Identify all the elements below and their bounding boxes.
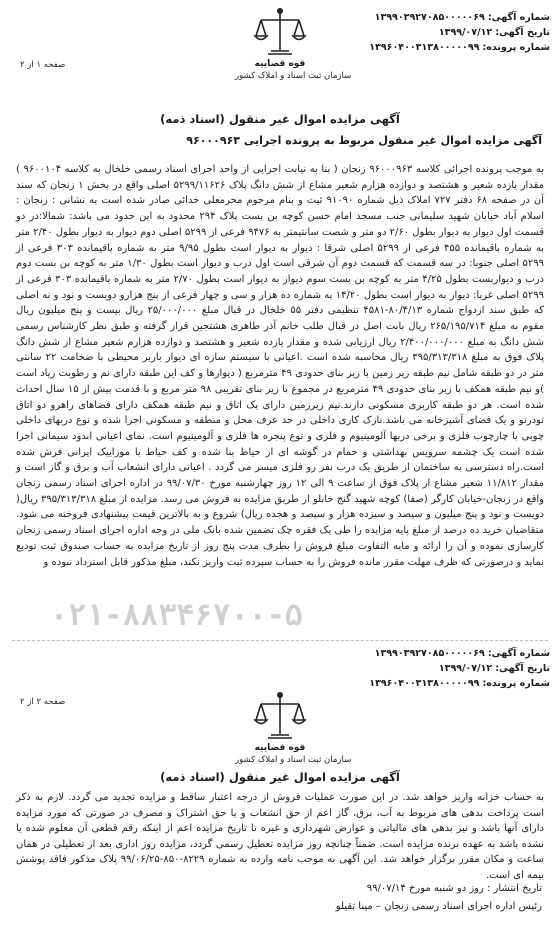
ad-number: ۱۳۹۹۰۳۹۲۷۰۸۵۰۰۰۰۰۶۹: [374, 648, 485, 659]
judiciary-name: قوه قضاییه: [254, 743, 306, 753]
ad-subtitle: آگهی مزایده اموال غیر منقول مربوط به پرونده اجرایی ۹۶۰۰۰۹۶۳: [186, 134, 542, 147]
page-separator: [12, 640, 548, 641]
ad-number-label: شماره آگهی:: [487, 12, 550, 23]
scales-of-justice-icon: [251, 6, 309, 58]
ad-title: آگهی مزایده اموال غیر منقول (اسناد ذمه): [160, 112, 400, 126]
file-number-label: شماره پرونده:: [482, 42, 550, 53]
ad-number: ۱۳۹۹۰۳۹۲۷۰۸۵۰۰۰۰۰۶۹: [374, 12, 485, 23]
publish-date: تاریخ انتشار : روز دو شنبه مورخ ۹۹/۰۷/۱۴: [366, 883, 542, 894]
ad-date-label: تاریخ آگهی:: [495, 27, 550, 38]
file-number-label: شماره پرونده:: [482, 678, 550, 689]
organization-name: سازمان ثبت اسناد و املاک کشور: [235, 755, 352, 765]
ad-body-text: به موجب پرونده اجرائی کلاسه ۹۶۰۰۰۹۶۳ زنجان ( بنا به نیابت اجرایی از واحد اجرای اسناد رسمی خلخال به کلاسه ۹۶۰۰۱۰۴ ) مقدار یازده شعیر و هشتصد و دوازده هزارم شعیر مشاع از شش دانگ پلاک ۵۲۹۹/۱۱۶۲۶ اصلی واقع در بخش ۱ زنجان که سند آن در صفحه ۶۸ دفتر ۷۲۷ املاک ذیل شماره ۹۱۰۹۰ ثبت و بنام مرحوم محرمعلی خدائی صادر شده است به نشانی : زنجان : اسلام آباد خیابان شهید سلیمانی جنب مسجد امام حسن کوچه بن بست پلاک ۲۹۴ محدود به این حدود می باشد: شمالا:در دو قسمت اول دیوار به دیوار بطول ۲/۶۰ دو متر و شصت سانتیمتر به ۹۴۷۶ فرعی از ۵۲۹۹ اصلی دوم دیوار به دیوار بطول ۲/۴۰ متر به شماره باقیمانده ۴۵۵ فرعی از ۵۲۹۹ اصلی شرقا : دیوار به دیوار است بطول ۹/۹۵ متر به شماره باقیمانده ۳۰۳ فرعی از ۵۲۹۹ اصلی جنوبا: در سه قسمت که قسمت دوم آن شرقی است اول درب و دیوار است بطول ۱/۳۰ متر به کوچه بن بست دوم درب و دیواربست بطول ۴/۲۵ متر به کوچه بن بست سوم دیوار به دیوار است بطول ۲/۷۰ متر به شماره باقیمانده ۳۰۳ فرعی از ۵۲۹۹ اصلی غربا: دیوار به دیوار است بطول ۱۴/۲۰ به شماره ده هزار و سی و چهار فرعی از پنج هزارو دویست و نود و نه اصلی که طبق سند ازدواج شماره ۸۰/۴/۱۳-۴۵۸۱ تنظیمی دفتر ۵۵ خلخال در قبال مبلغ ۲۵/۰۰۰/۰۰۰ ریال بیست و پنج میلیون ریال مقوم به مبلغ ۲۶۵/۱۹۵/۷۱۴ ریال بابت اصل در قبال طلب خانم آذر طاهری هشتجین قرار گرفته و طبق نظر کارشناس رسمی شش دانگ به مبلغ ۲/۴۰۰/۰۰۰/۰۰۰ ریال ارزیابی شده و مقدار یازده شعیر و هشتصد و دوازده هزارم شعیر مشاع از شش دانگ پلاک فوق به مبلغ ۳۹۵/۳۱۳/۳۱۸ ریال محاسبه شده است .اعیانی با سیستم سازه ای دیوار باربر محیطی با ضخامت ۲۲ سانتی متر در دو طبقه شامل نیم طبقه زیر زمین با زیر بنای حدودی ۴۹ مترمربع ( دیوارها و کف این طبقه دارای نم و رطوبت زیاد است )و نیم طبقه همکف با زیر بنای حدودی ۴۹ مترمربع در مجموع با زیر بنای تقریبی ۹۸ متر مربع و با قدمت بیش از ۱۵ سال احداث شده است. هر دو طبقه کاربری مسکونی دارند.نیم زیرزمین دارای یک اتاق و نیم طبقه همکف دارای فضاهای راهرو دو اتاق تودرتو و یک فضای آشپزخانه می باشد.نازک کاری داخلی در حد عرف محل و منطقه و مسکونی اجرا شده و نوع دربهای داخلی چوبی با چارچوب فلزی و برخی دربها آلومینیوم و فلزی و نوع پنجره ها فلزی و آلومینیوم است. نمای اعیانی اندود سیمانی اجرا شده است یک چشمه سرویس بهداشتی و حمام در گوشه ای از حیاط بنا شده و کف حیاط با موزاییک ایرانی فرش شده است.راه دسترسی به ساختمان از طریق یک درب نفر رو فلزی میسر می گردد . اعیانی دارای انشعاب آب و برق و گاز است و مقدار ۱۱/۸۱۲ شعیر مشاع از پلاک فوق از ساعت ۹ الی ۱۲ روز چهارشنبه مورخ ۹۹/۰۷/۳۰ در اداره اجرای اسناد رسمی زنجان واقع در زنجان-خیابان کارگر (صفا) کوچه شهید گنج خانلو از طریق مزایده به فروش می رسد. مزایده از مبلغ ۳۹۵/۳۱۳/۳۱۸ ریال( دویست و نود و پنج میلیون و سیصد و سیزده هزار و سیصد و هجده ریال) شروع و به بالاترین قیمت پیشنهادی فروخته می شود. متقاضیان خرید ده درصد از مبلغ پایه مزایده را طی یک فقره چک تضمین شده بانک ملی در وجه اداره اجرای اسناد رسمی زنجان کارسازی نموده و آن را ارائه و مابه التفاوت مبلغ فروش را بطرف مدت پنج روز از تاریخ مزایده به حساب صندوق ثبت تودیع نماید و درصورتی که ظرف مهلت مقرر مانده فروش را به حساب سپرده ثبت واریز نکند، مبلغ مذکور قابل استرداد نبوده و: [16, 164, 545, 568]
ad-number-label: شماره آگهی:: [487, 648, 550, 659]
file-number: ۱۳۹۶۰۴۰۰۳۱۳۸۰۰۰۰۰۹۹: [369, 678, 480, 689]
file-number: ۱۳۹۶۰۴۰۰۳۱۳۸۰۰۰۰۰۹۹: [369, 42, 480, 53]
judiciary-emblem: [235, 690, 352, 765]
judiciary-name: قوه قضاییه: [254, 59, 306, 69]
scales-of-justice-icon: [251, 690, 309, 742]
signature: رئیس اداره اجرای اسناد رسمی زنجان – مینا تقیلو: [335, 901, 542, 912]
page-indicator: صفحه ۲ از ۲: [20, 697, 66, 707]
ad-title: آگهی مزایده اموال غیر منقول (اسناد ذمه): [160, 770, 400, 784]
page-indicator: صفحه ۱ از ۲: [20, 60, 66, 70]
organization-name: سازمان ثبت اسناد و املاک کشور: [235, 71, 352, 81]
judiciary-emblem: [235, 6, 352, 81]
page1-header: [300, 10, 550, 55]
ad-date: ۱۳۹۹/۰۷/۱۲: [438, 663, 493, 674]
watermark-phone: ۰۲۱-۸۸۳۴۶۷۰۰-۵: [50, 598, 303, 633]
ad-body-text: به حساب خزانه واریز خواهد شد. در این صورت عملیات فروش از درجه اعتبار ساقط و مزایده تجدید می گردد. لازم به ذکر است پرداخت بدهی های مربوط به آب، برق، گاز اعم از حق انشعاب و یا حق اشتراک و مصرف در صورتی که مورد مزایده دارای آنها باشد و نیز بدهی های مالیاتی و عوارض شهرداری و غیره تا تاریخ مزایده اعم از اینکه رقم قطعی آن معلوم شده یا نشده باشد به عهده برنده مزایده است. ضمناً چنانچه روز مزایده تعطیل رسمی گردد، مزایده روز اداری بعد از تعطیلی در همان ساعت و مکان مقرر برگزار خواهد شد. این آگهی به موجب نامه وارده به شماره ۸۲۲۹-۸۵۰-۹۹/۰۶/۲۵ پلاک مذکور فاقد پوشش بیمه ای است.: [16, 792, 544, 881]
ad-date-label: تاریخ آگهی:: [495, 663, 550, 674]
ad-date: ۱۳۹۹/۰۷/۱۲: [438, 27, 493, 38]
ad-footer: [22, 880, 542, 916]
page2-header: [300, 646, 550, 691]
